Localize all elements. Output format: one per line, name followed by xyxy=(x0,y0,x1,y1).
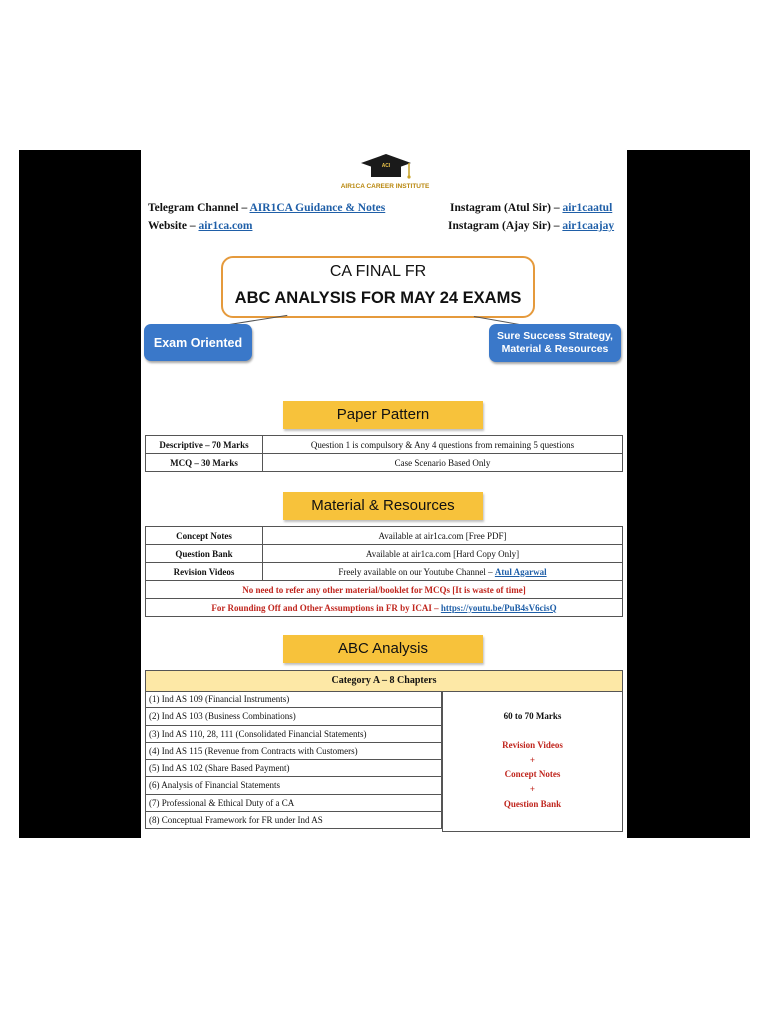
list-item: (6) Analysis of Financial Statements xyxy=(145,777,442,794)
instagram-atul-link[interactable]: air1caatul xyxy=(562,202,613,214)
chapter-list xyxy=(145,691,442,829)
youtube-channel-link[interactable]: Atul Agarwal xyxy=(494,566,547,577)
website-line: Website – air1ca.com xyxy=(148,220,253,232)
list-item: (3) Ind AS 110, 28, 111 (Consolidated Financial Statements) xyxy=(145,726,442,743)
table-row: Concept Notes Available at air1ca.com [Free PDF] xyxy=(146,527,623,545)
category-a-header: Category A – 8 Chapters xyxy=(145,670,623,692)
list-item: (2) Ind AS 103 (Business Combinations) xyxy=(145,708,442,725)
table-row xyxy=(146,581,623,599)
svg-text:ACI: ACI xyxy=(381,163,391,169)
list-item: (7) Professional & Ethical Duty of a CA xyxy=(145,795,442,812)
list-item: (8) Conceptual Framework for FR under Ind AS xyxy=(145,812,442,829)
right-black-border xyxy=(627,150,750,838)
left-black-border xyxy=(19,150,141,838)
list-item: (1) Ind AS 109 (Financial Instruments) xyxy=(145,691,442,708)
strategy-badge: Sure Success Strategy, Material & Resources xyxy=(489,324,621,362)
website-link[interactable]: air1ca.com xyxy=(198,220,253,232)
category-a-strategy: 60 to 70 Marks Revision Videos + Concept Notes + Question Bank xyxy=(442,691,623,832)
title-box xyxy=(221,256,535,318)
exam-oriented-badge: Exam Oriented xyxy=(144,324,252,361)
marks-range: 60 to 70 Marks xyxy=(503,711,562,721)
list-item: (4) Ind AS 115 (Revenue from Contracts with Customers) xyxy=(145,743,442,760)
instagram-ajay-line: Instagram (Ajay Sir) – air1caajay xyxy=(448,220,615,232)
materials-heading: Material & Resources xyxy=(283,492,483,520)
rounding-video-link[interactable]: https://youtu.be/PuB4sV6cisQ xyxy=(440,602,557,613)
institute-name: AIR1CA CAREER INSTITUTE xyxy=(340,183,430,190)
telegram-line: Telegram Channel – AIR1CA Guidance & Notes xyxy=(148,202,386,214)
title-line-1: CA FINAL FR xyxy=(329,263,427,280)
list-item: (5) Ind AS 102 (Share Based Payment) xyxy=(145,760,442,777)
telegram-link[interactable]: AIR1CA Guidance & Notes xyxy=(249,202,386,214)
instagram-atul-line: Instagram (Atul Sir) – air1caatul xyxy=(450,202,613,214)
instagram-ajay-link[interactable]: air1caajay xyxy=(562,220,615,232)
title-line-2: ABC ANALYSIS FOR MAY 24 EXAMS xyxy=(234,289,522,307)
abc-analysis-heading: ABC Analysis xyxy=(283,635,483,663)
table-row: Question Bank Available at air1ca.com [Hard Copy Only] xyxy=(146,545,623,563)
table-row: MCQ – 30 Marks Case Scenario Based Only xyxy=(146,454,623,472)
table-row: Revision Videos Freely available on our Youtube Channel – Atul Agarwal xyxy=(146,563,623,581)
mcq-note: No need to refer any other material/booklet for MCQs [It is waste of time] xyxy=(146,581,623,599)
table-row xyxy=(146,599,623,617)
materials-table xyxy=(145,526,623,617)
rounding-note: For Rounding Off and Other Assumptions in FR by ICAI – xyxy=(211,602,439,613)
paper-pattern-table xyxy=(145,435,623,472)
paper-pattern-heading: Paper Pattern xyxy=(283,401,483,429)
document-page xyxy=(141,150,627,838)
table-row: Descriptive – 70 Marks Question 1 is compulsory & Any 4 questions from remaining 5 questions xyxy=(146,436,623,454)
